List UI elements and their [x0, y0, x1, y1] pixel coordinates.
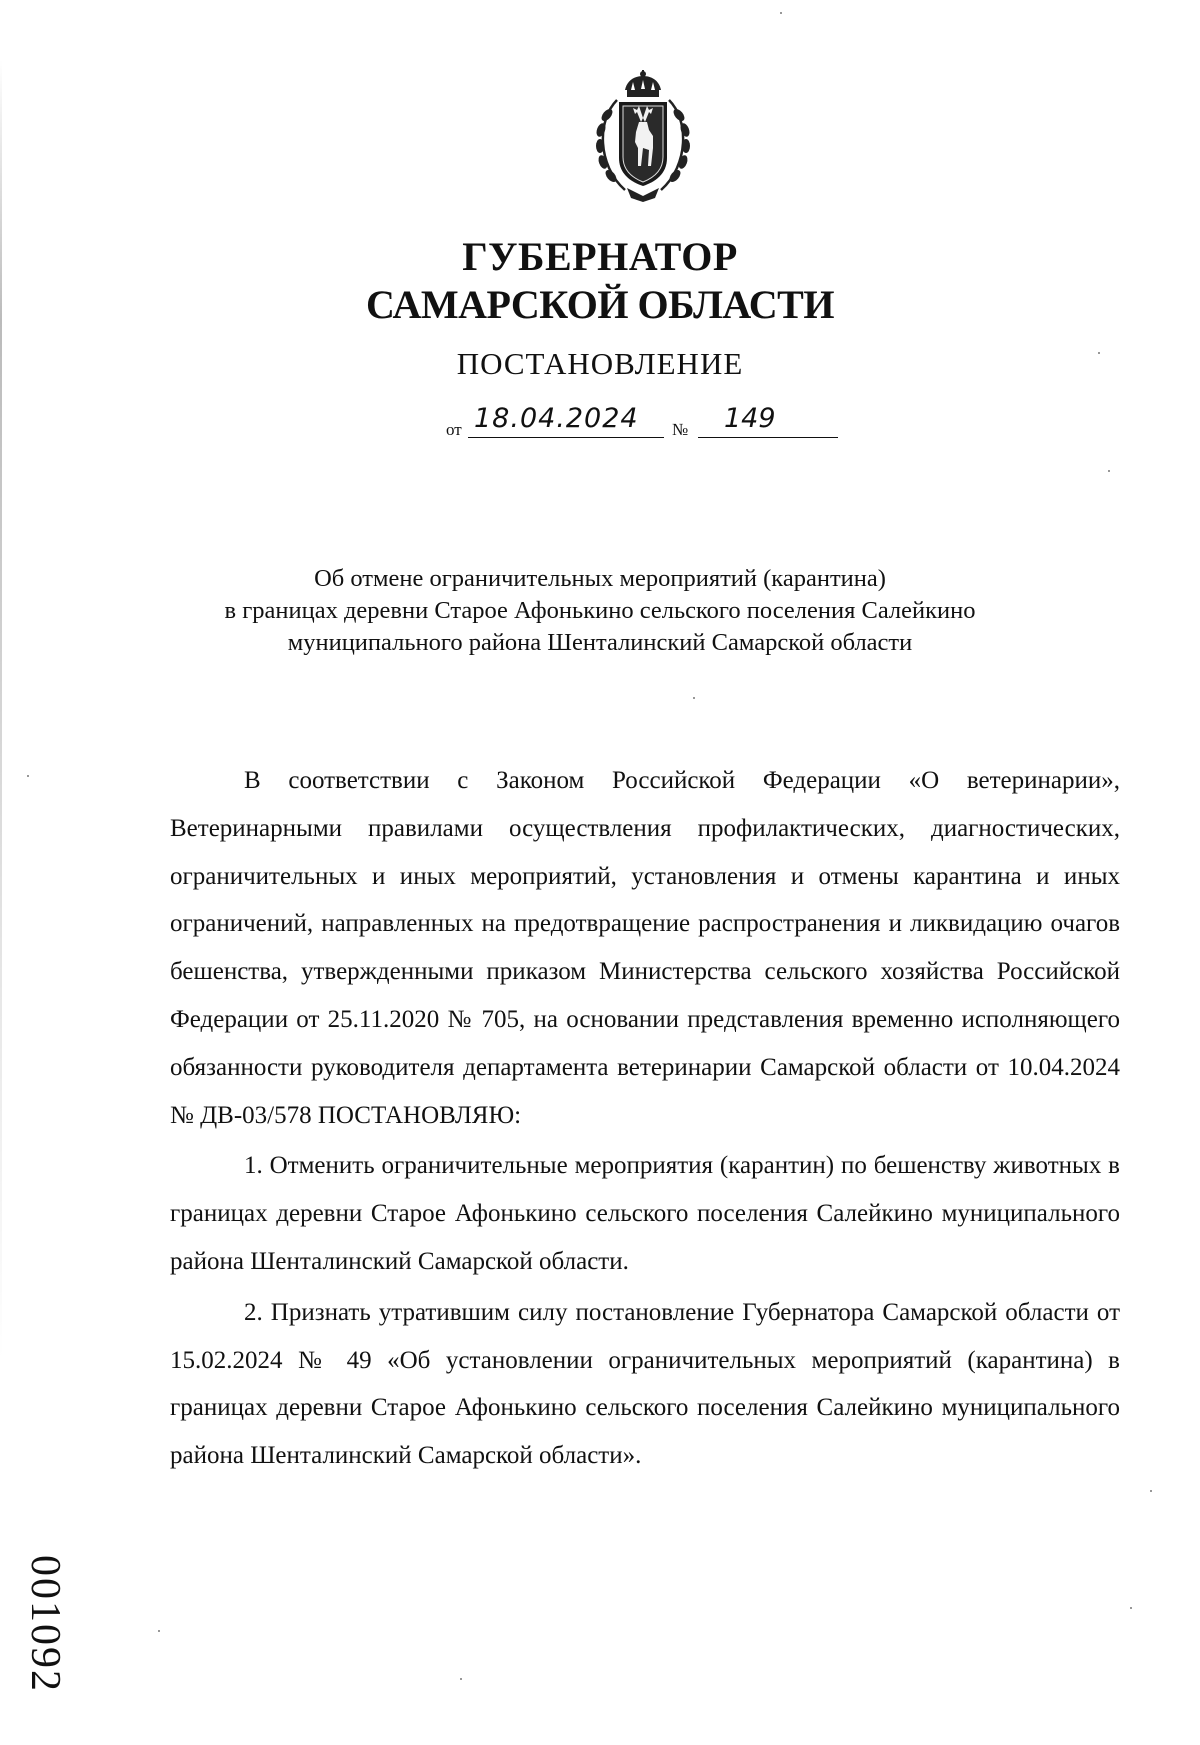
title-line: Об отмене ограничительных мероприятий (карантина) [314, 565, 886, 592]
document-date: 18.04.2024 [468, 404, 664, 438]
scan-speck [1098, 352, 1100, 354]
title-line: муниципального района Шенталинский Самарской области [287, 629, 913, 656]
date-label: от [446, 420, 462, 439]
resolution-item-1: 1. Отменить ограничительные мероприятия (карантин) по бешенству животных в границах деревни Старое Афонькино сельского поселения Салейкино муниципального района Шенталинский Самарской области. [170, 1152, 1120, 1275]
document-body [170, 757, 1120, 1480]
scan-speck [1108, 470, 1110, 472]
document-number: 149 [698, 404, 838, 438]
document-title [150, 563, 1050, 659]
scan-speck [693, 697, 695, 699]
scan-speck [780, 12, 782, 14]
registration-code: 001092 [22, 1555, 68, 1693]
number-label: № [672, 420, 689, 439]
preamble-paragraph: В соответствии с Законом Российской Федерации «О ветеринарии», Ветеринарными правилами осуществления профилактических, диагностических, ограничительных и иных мероприятий, установления и отмены карантина и иных ограничений, направленных на предотвращение распространения и ликвидацию очагов бешенства, утвержденными приказом Министерства сельского хозяйства Российской Федерации от 25.11.2020 № 705, на основании представления временно исполняющего обязанности руководителя департамента ветеринарии Самарской области от 10.04.2024 № ДВ-03/578 ПОСТАНОВЛЯЮ: [170, 767, 1120, 1129]
issuer-region: САМАРСКОЙ ОБЛАСТИ [366, 282, 834, 327]
document-type: ПОСТАНОВЛЕНИЕ [456, 346, 744, 381]
resolution-item-2: 2. Признать утратившим силу постановление Губернатора Самарской области от 15.02.2024 № 49 «Об установлении ограничительных мероприятий (карантина) в границах деревни Старое Афонькино сельского поселения Салейкино муниципального района Шенталинский Самарской области». [170, 1298, 1120, 1470]
issuer-title: ГУБЕРНАТОР [462, 234, 738, 279]
scan-speck [158, 1630, 160, 1632]
scan-speck [1150, 1490, 1152, 1492]
scan-speck [27, 775, 29, 777]
scan-speck [460, 1678, 462, 1680]
title-line: в границах деревни Старое Афонькино сельского поселения Салейкино [224, 597, 976, 624]
scan-speck [1130, 1607, 1132, 1609]
coat-of-arms-icon [583, 70, 703, 205]
